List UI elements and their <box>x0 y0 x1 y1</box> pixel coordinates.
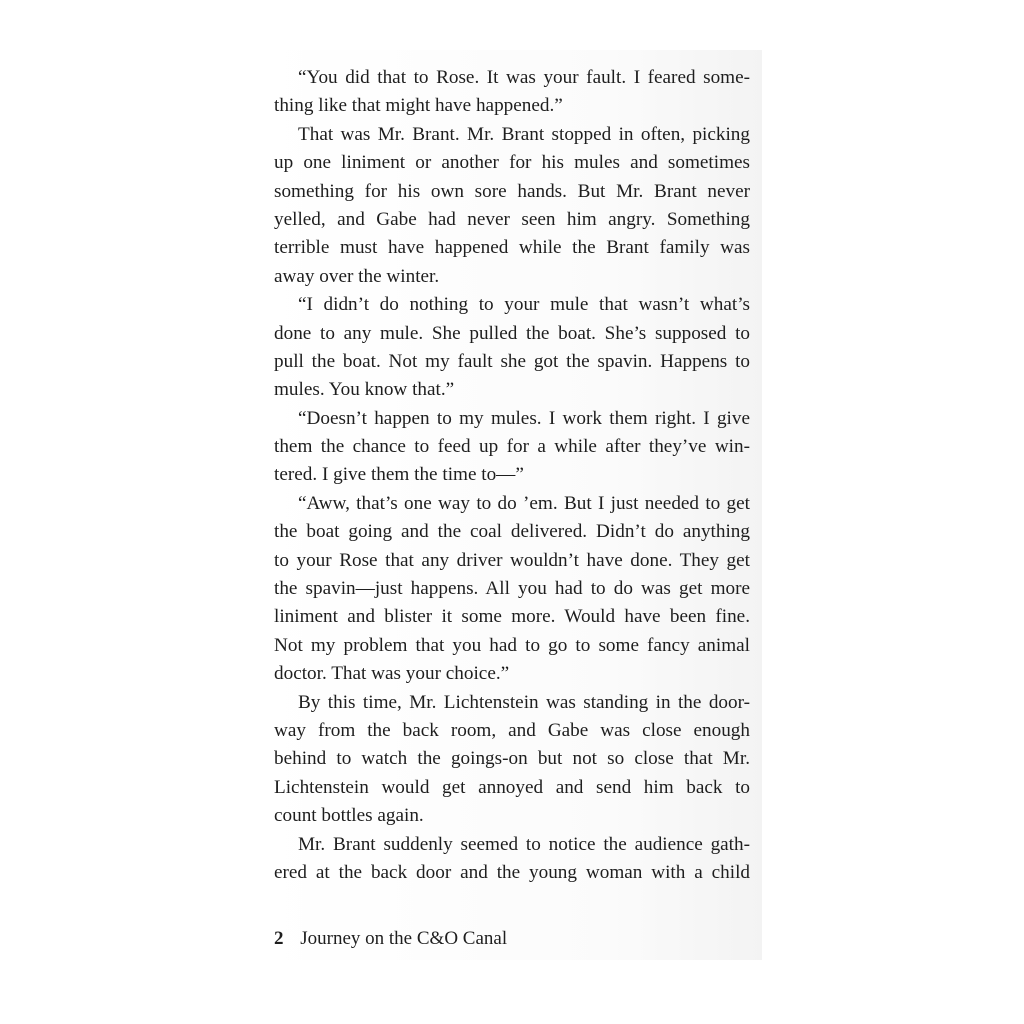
text-line: Lichtenstein would get annoyed and send him back to <box>274 776 750 798</box>
text-line: thing like that might have happened.” <box>274 95 563 117</box>
text-line: behind to watch the goings-on but not so close that Mr. <box>274 748 750 770</box>
page-number: 2 <box>274 928 284 949</box>
text-line: ered at the back door and the young woman with a child <box>274 861 750 883</box>
text-line: terrible must have happened while the Brant family was <box>274 237 750 259</box>
body-text <box>274 64 750 887</box>
text-line: “You did that to Rose. It was your fault. I feared some- <box>298 67 750 88</box>
text-line: Mr. Brant suddenly seemed to notice the audience gath- <box>298 833 750 855</box>
text-line: mules. You know that.” <box>274 379 455 401</box>
text-line: to your Rose that any driver wouldn’t have done. They get <box>274 549 750 571</box>
text-line: done to any mule. She pulled the boat. She’s supposed to <box>274 322 750 344</box>
book-title: Journey on the C&O Canal <box>300 928 508 949</box>
text-line: “Aww, that’s one way to do ’em. But I just needed to get <box>298 492 750 514</box>
text-line: “Doesn’t happen to my mules. I work them right. I give <box>298 407 750 429</box>
text-line: them the chance to feed up for a while after they’ve win- <box>274 436 750 458</box>
text-line: “I didn’t do nothing to your mule that wasn’t what’s <box>298 294 750 316</box>
text-line: Not my problem that you had to go to some fancy animal <box>274 634 750 656</box>
text-line: liniment and blister it some more. Would have been fine. <box>274 606 750 628</box>
text-line: tered. I give them the time to—” <box>274 464 524 486</box>
text-line: By this time, Mr. Lichtenstein was standing in the door- <box>298 691 750 713</box>
page-footer <box>274 928 507 950</box>
text-line: That was Mr. Brant. Mr. Brant stopped in often, picking <box>298 123 750 145</box>
text-line: yelled, and Gabe had never seen him angry. Something <box>274 208 750 230</box>
book-page <box>262 50 762 960</box>
text-line: way from the back room, and Gabe was close enough <box>274 719 750 741</box>
text-line: away over the winter. <box>274 265 440 287</box>
text-line: something for his own sore hands. But Mr. Brant never <box>274 180 750 202</box>
text-line: the boat going and the coal delivered. Didn’t do anything <box>274 521 750 543</box>
text-line: pull the boat. Not my fault she got the spavin. Happens to <box>274 350 750 372</box>
text-line: doctor. That was your choice.” <box>274 663 510 685</box>
text-line: the spavin—just happens. All you had to do was get more <box>274 578 750 600</box>
text-line: up one liniment or another for his mules and sometimes <box>274 152 750 174</box>
text-line: count bottles again. <box>274 805 424 827</box>
